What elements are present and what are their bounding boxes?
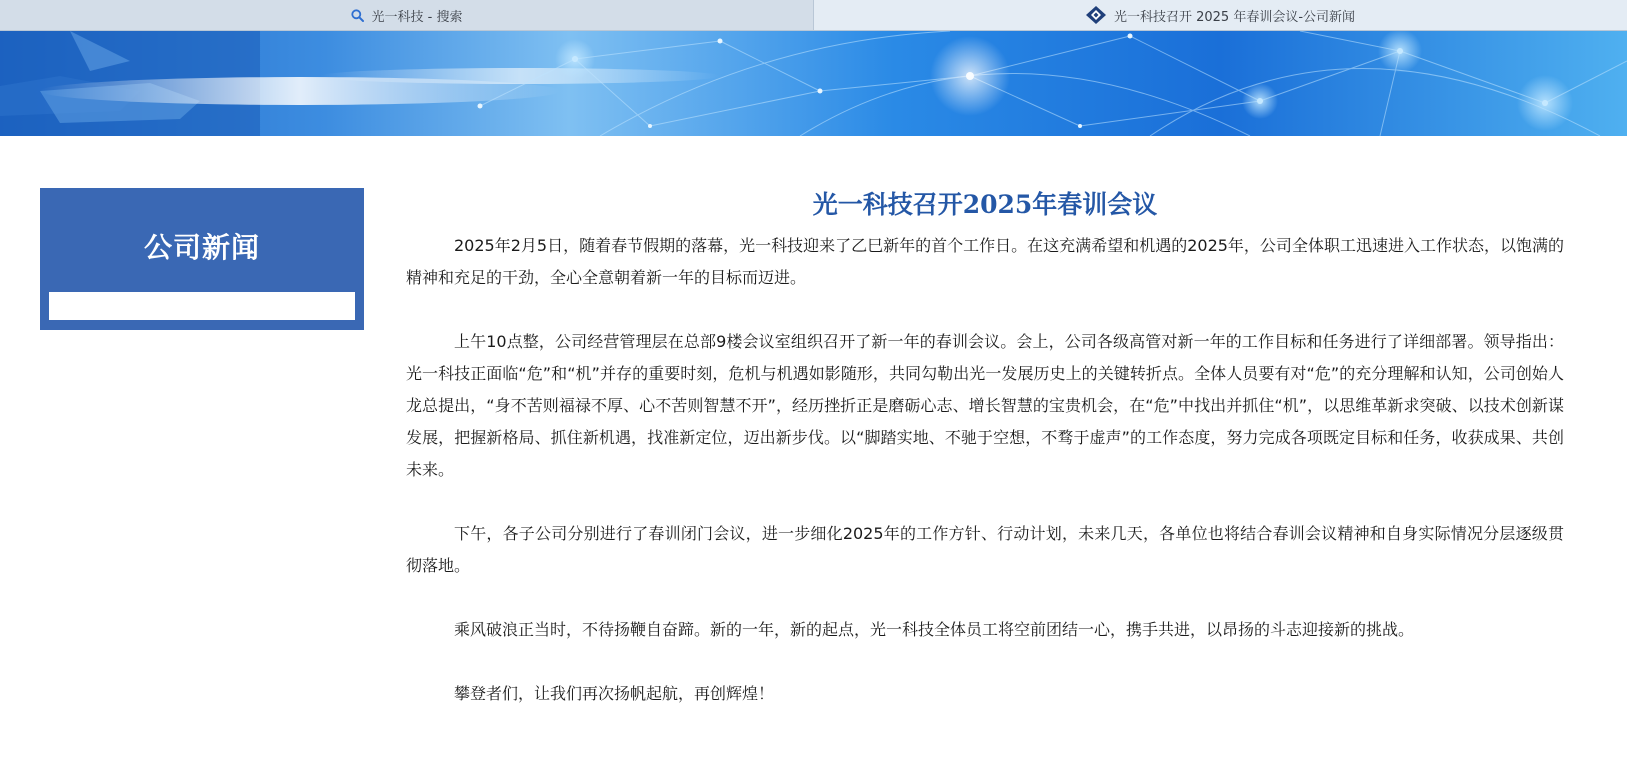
- header-banner: [0, 31, 1627, 136]
- article-paragraph: 攀登者们，让我们再次扬帆起航，再创辉煌！: [454, 684, 775, 703]
- sidebar-category-panel: [40, 188, 364, 330]
- tab-search-label: 光一科技 - 搜索: [371, 9, 463, 25]
- article-title: 光一科技召开2025年春训会议: [812, 190, 1158, 219]
- article-paragraph: 下午，各子公司分别进行了春训闭门会议，进一步细化2025年的工作方针、行动计划，未来几天，各单位也将结合春训会议精神和自身实际情况分层逐级贯彻落地。: [406, 524, 1564, 575]
- article-content: [406, 188, 1564, 742]
- site-logo-icon: [1086, 6, 1106, 24]
- article-paragraph: 2025年2月5日，随着春节假期的落幕，光一科技迎来了乙巳新年的首个工作日。在这充满希望和机遇的2025年，公司全体职工迅速进入工作状态，以饱满的精神和充足的干劲，全心全意朝着新一年的目标而迈进。: [406, 236, 1564, 287]
- sidebar-title: 公司新闻: [143, 231, 260, 264]
- sidebar-submenu-bar[interactable]: [49, 292, 355, 320]
- browser-tab-bar: [0, 0, 1627, 31]
- tab-company-news[interactable]: [814, 0, 1627, 30]
- article-paragraph: 上午10点整，公司经营管理层在总部9楼会议室组织召开了新一年的春训会议。会上，公司各级高管对新一年的工作目标和任务进行了详细部署。领导指出：光一科技正面临“危”和“机”并存的重要时刻，危机与机遇如影随形，共同勾勒出光一发展历史上的关键转折点。全体人员要有对“危”的充分理解和认知，公司创始人龙总提出，“身不苦则福禄不厚、心不苦则智慧不开”，经历挫折正是磨砺心志、增长智慧的宝贵机会，在“危”中找出并抓住“机”，以思维革新求突破、以技术创新谋发展，把握新格局、抓住新机遇，找准新定位，迈出新步伐。以“脚踏实地、不驰于空想，不骛于虚声”的工作态度，努力完成各项既定目标和任务，收获成果、共创未来。: [406, 332, 1564, 479]
- article-paragraph: 乘风破浪正当时，不待扬鞭自奋蹄。新的一年，新的起点，光一科技全体员工将空前团结一心，携手共进，以昂扬的斗志迎接新的挑战。: [454, 620, 1415, 639]
- search-icon: [351, 9, 364, 22]
- tab-company-news-label: 光一科技召开 2025 年春训会议-公司新闻: [1113, 9, 1356, 25]
- tab-search[interactable]: [0, 0, 814, 30]
- network-banner-graphic: [0, 31, 1627, 136]
